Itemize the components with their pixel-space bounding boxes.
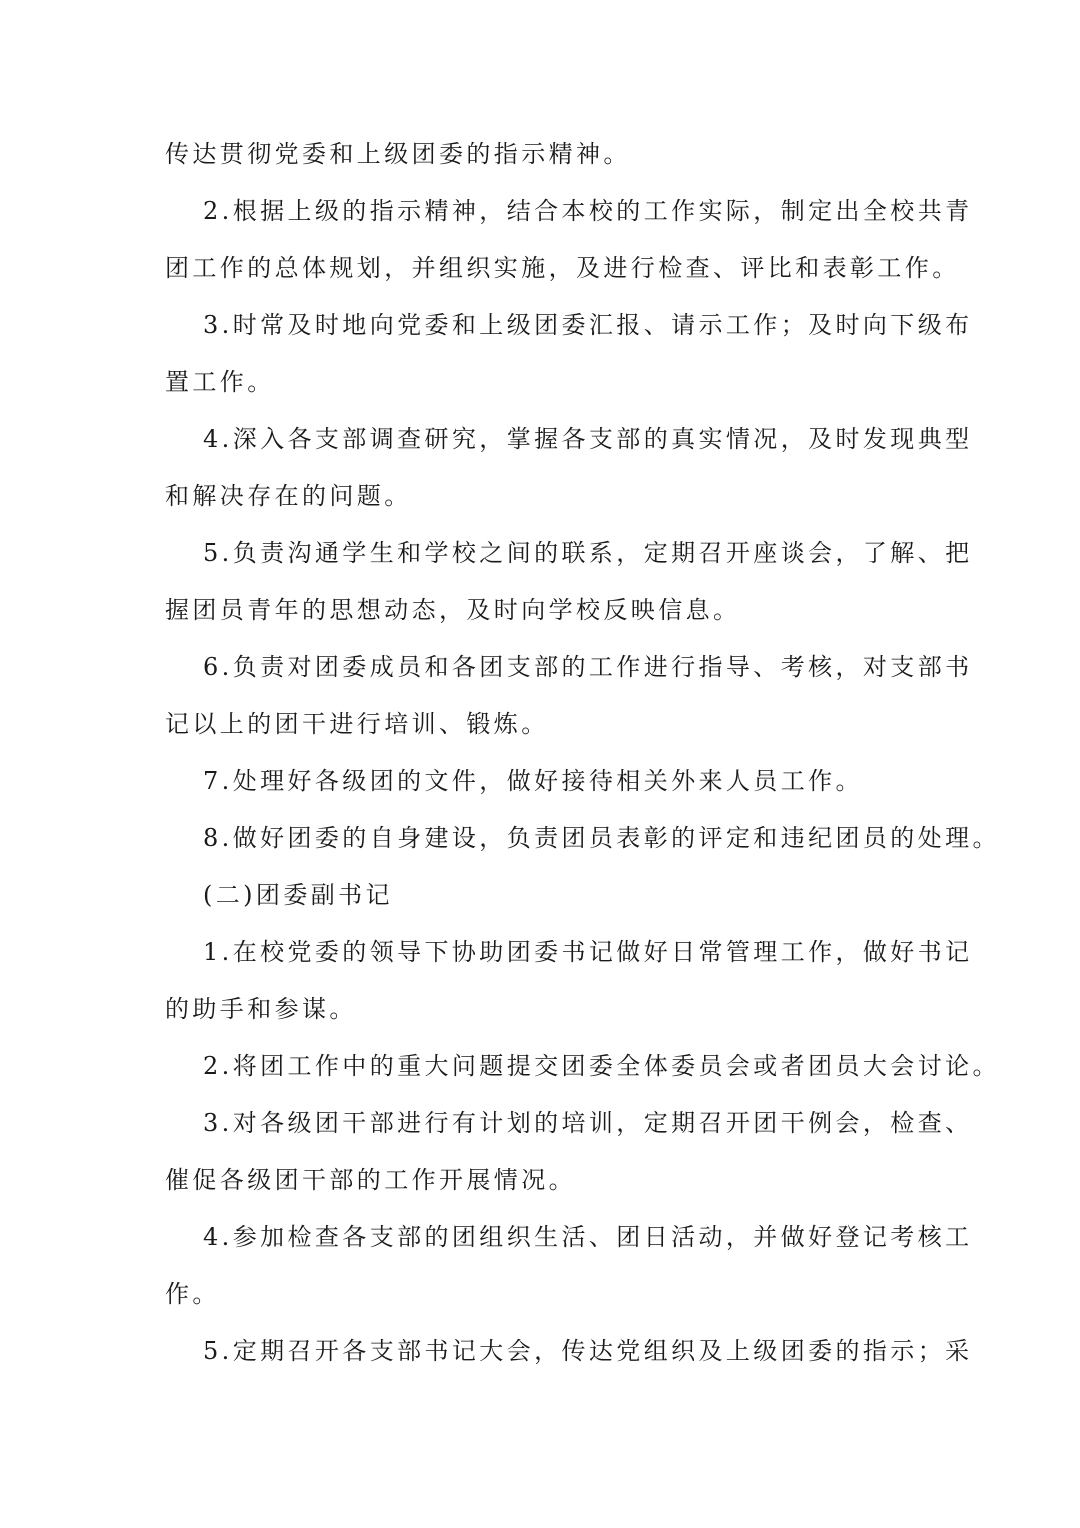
- list-item-text: 8.做好团委的自身建设，负责团员表彰的评定和违纪团员的处理。: [203, 824, 1000, 852]
- list-item-text: 3.时常及时地向党委和上级团委汇报、请示工作；及时向下级布: [203, 311, 973, 339]
- list-item-text: 3.对各级团干部进行有计划的培训，定期召开团干例会，检查、: [203, 1109, 973, 1137]
- list-item-text: 6.负责对团委成员和各团支部的工作进行指导、考核，对支部书: [203, 653, 973, 681]
- list-item-text: 2.将团工作中的重大问题提交团委全体委员会或者团员大会讨论。: [203, 1052, 1000, 1080]
- text-line: 置工作。: [165, 368, 275, 396]
- text-line: 和解决存在的问题。: [165, 482, 412, 510]
- list-item-text: 2.根据上级的指示精神，结合本校的工作实际，制定出全校共青: [203, 197, 973, 225]
- list-item-text: 5.负责沟通学生和学校之间的联系，定期召开座谈会，了解、把: [203, 539, 973, 567]
- list-item-text: 4.深入各支部调查研究，掌握各支部的真实情况，及时发现典型: [203, 425, 973, 453]
- section-heading: (二)团委副书记: [203, 881, 393, 909]
- list-item-text: 5.定期召开各支部书记大会，传达党组织及上级团委的指示；采: [203, 1337, 973, 1365]
- list-item-text: 7.处理好各级团的文件，做好接待相关外来人员工作。: [203, 767, 863, 795]
- list-item-text: 1.在校党委的领导下协助团委书记做好日常管理工作，做好书记: [203, 938, 973, 966]
- text-line: 的助手和参谋。: [165, 995, 357, 1023]
- text-line: 作。: [165, 1280, 220, 1308]
- text-line: 传达贯彻党委和上级团委的指示精神。: [165, 140, 631, 168]
- list-item-text: 4.参加检查各支部的团组织生活、团日活动，并做好登记考核工: [203, 1223, 973, 1251]
- text-line: 催促各级团干部的工作开展情况。: [165, 1166, 576, 1194]
- text-line: 记以上的团干进行培训、锻炼。: [165, 710, 549, 738]
- document-body: [165, 135, 1000, 1370]
- text-line: 团工作的总体规划，并组织实施，及进行检查、评比和表彰工作。: [165, 254, 960, 282]
- text-line: 握团员青年的思想动态，及时向学校反映信息。: [165, 596, 741, 624]
